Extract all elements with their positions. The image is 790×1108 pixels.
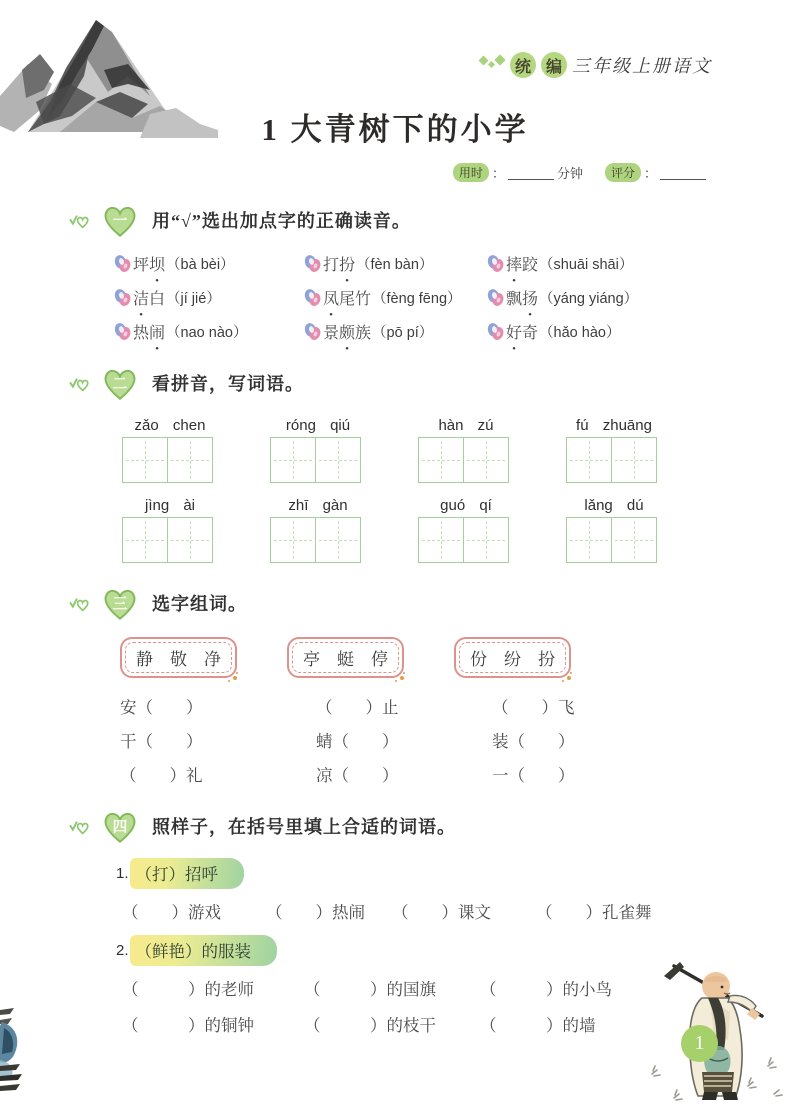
time-blank <box>508 166 554 180</box>
fill-blank: （ ）孔雀舞 <box>536 903 652 922</box>
shell-icon <box>304 254 321 273</box>
monk-illustration <box>644 954 784 1106</box>
writing-cell <box>270 437 316 483</box>
pinyin-word-group: róng qiú <box>270 417 366 483</box>
section-3-title: 选字组词。 <box>152 594 247 614</box>
fill-blank: （ ）的国旗 <box>304 980 436 999</box>
section-2-title: 看拼音，写词语。 <box>152 374 304 394</box>
fill-blank: 凉（ ） <box>316 766 399 785</box>
pronunciation-item: 热闹 （nao nào） <box>114 320 304 343</box>
example-number: 1. <box>116 865 129 882</box>
pinyin-word-group: zhī gàn <box>270 497 366 563</box>
fill-blank: 一（ ） <box>492 766 575 785</box>
hearts-decoration-icon <box>64 815 94 837</box>
time-label-badge: 用时 <box>453 163 489 182</box>
brand-badge: 统 <box>510 52 536 78</box>
fill-blank: （ ）热闹 <box>266 903 365 922</box>
writing-cell <box>418 437 464 483</box>
fill-blank: （ ）的小鸟 <box>480 980 612 999</box>
svg-text:一: 一 <box>112 213 128 230</box>
pinyin-word-group: guó qí <box>418 497 514 563</box>
writing-cell <box>122 517 168 563</box>
hearts-decoration-icon <box>64 372 94 394</box>
writing-cell <box>463 437 509 483</box>
section-number-badge <box>98 365 142 401</box>
highlighted-example: （鲜艳）的服装 <box>130 935 278 966</box>
fill-blank: （ ）游戏 <box>122 903 221 922</box>
shell-icon <box>487 322 504 341</box>
sparkle-icon <box>480 56 504 64</box>
shell-icon <box>487 254 504 273</box>
svg-text:四: 四 <box>112 819 128 836</box>
writing-cell <box>611 517 657 563</box>
shell-icon <box>114 254 131 273</box>
example-line <box>116 858 750 889</box>
section-1-header <box>64 202 750 238</box>
pronunciation-item: 景颇族 （pō pí） <box>304 320 487 343</box>
section-number-badge <box>98 585 142 621</box>
pinyin-word-group: lǎng dú <box>566 497 662 563</box>
shell-icon <box>304 288 321 307</box>
choice-box: 亭 蜓 停 <box>287 637 404 678</box>
highlighted-example: （打）招呼 <box>130 858 245 889</box>
example-number: 2. <box>116 942 129 959</box>
pronunciation-grid <box>114 252 750 343</box>
page-number-badge: 1 <box>681 1025 718 1062</box>
writing-cell <box>315 437 361 483</box>
colon: ： <box>491 166 505 181</box>
section-2-header <box>64 365 750 401</box>
brand-badge: 编 <box>541 52 567 78</box>
writing-cell <box>270 517 316 563</box>
shell-icon <box>487 288 504 307</box>
fill-word-grid <box>120 694 750 786</box>
fill-blank: 安（ ） <box>120 698 203 717</box>
writing-cell <box>566 437 612 483</box>
section-3-header <box>64 585 750 621</box>
fill-blank: （ ）礼 <box>120 766 203 785</box>
fill-blank: （ ）的老师 <box>122 980 254 999</box>
section-4-header <box>64 808 750 844</box>
series-title: 三年级上册语文 <box>572 56 712 76</box>
character-choice-boxes <box>120 637 750 678</box>
pinyin-word-group: zǎo chen <box>122 417 218 483</box>
time-unit: 分钟 <box>556 166 583 181</box>
writing-cell <box>167 517 213 563</box>
writing-cell <box>315 517 361 563</box>
writing-cell <box>167 437 213 483</box>
section-number-badge <box>98 808 142 844</box>
hearts-decoration-icon <box>64 592 94 614</box>
pinyin-word-group: jìng ài <box>122 497 218 563</box>
ink-fragment-art <box>0 1002 30 1094</box>
fill-row <box>122 899 750 923</box>
section-2 <box>64 365 750 563</box>
pronunciation-item: 打扮 （fèn bàn） <box>304 252 487 275</box>
hearts-decoration-icon <box>64 209 94 231</box>
shell-icon <box>114 322 131 341</box>
section-number-badge <box>98 202 142 238</box>
section-3 <box>64 585 750 786</box>
fill-blank: （ ）的铜钟 <box>122 1016 254 1035</box>
choice-box: 静 敬 净 <box>120 637 237 678</box>
choice-box: 份 纷 扮 <box>454 637 571 678</box>
fill-blank: （ ）飞 <box>492 698 575 717</box>
shell-icon <box>304 322 321 341</box>
colon: ： <box>643 166 657 181</box>
pronunciation-item: 好奇 （hǎo hào） <box>487 320 620 343</box>
pronunciation-item: 坪坝 （bà bèi） <box>114 252 304 275</box>
brand-banner <box>480 52 712 78</box>
pronunciation-item: 凤尾竹 （fèng fēng） <box>304 286 487 309</box>
pinyin-word-group: fú zhuāng <box>566 417 662 483</box>
section-1-title: 用“√”选出加点字的正确读音。 <box>152 211 411 231</box>
writing-cell <box>611 437 657 483</box>
svg-text:二: 二 <box>112 376 128 393</box>
fill-blank: （ ）课文 <box>392 903 491 922</box>
writing-cell <box>122 437 168 483</box>
pronunciation-item: 摔跤 （shuāi shāi） <box>487 252 633 275</box>
fill-blank: 装（ ） <box>492 732 575 751</box>
time-score-row <box>0 163 790 182</box>
score-blank <box>660 166 706 180</box>
pinyin-writing-grid <box>122 417 750 563</box>
writing-cell <box>463 517 509 563</box>
fill-blank: （ ）的枝干 <box>304 1016 436 1035</box>
fill-blank: （ ）的墙 <box>480 1016 596 1035</box>
pronunciation-item: 洁白 （jí jié） <box>114 286 304 309</box>
page-title: 1 大青树下的小学 <box>261 112 529 147</box>
pronunciation-item: 飘扬 （yáng yiáng） <box>487 286 638 309</box>
shell-icon <box>114 288 131 307</box>
section-1 <box>64 202 750 343</box>
fill-blank: 蜻（ ） <box>316 732 399 751</box>
fill-blank: 干（ ） <box>120 732 203 751</box>
writing-cell <box>418 517 464 563</box>
ink-mountain-art <box>0 6 218 138</box>
writing-cell <box>566 517 612 563</box>
section-4-title: 照样子，在括号里填上合适的词语。 <box>152 817 456 837</box>
fill-blank: （ ）止 <box>316 698 399 717</box>
svg-text:三: 三 <box>112 596 128 613</box>
score-label-badge: 评分 <box>605 163 641 182</box>
pinyin-word-group: hàn zú <box>418 417 514 483</box>
